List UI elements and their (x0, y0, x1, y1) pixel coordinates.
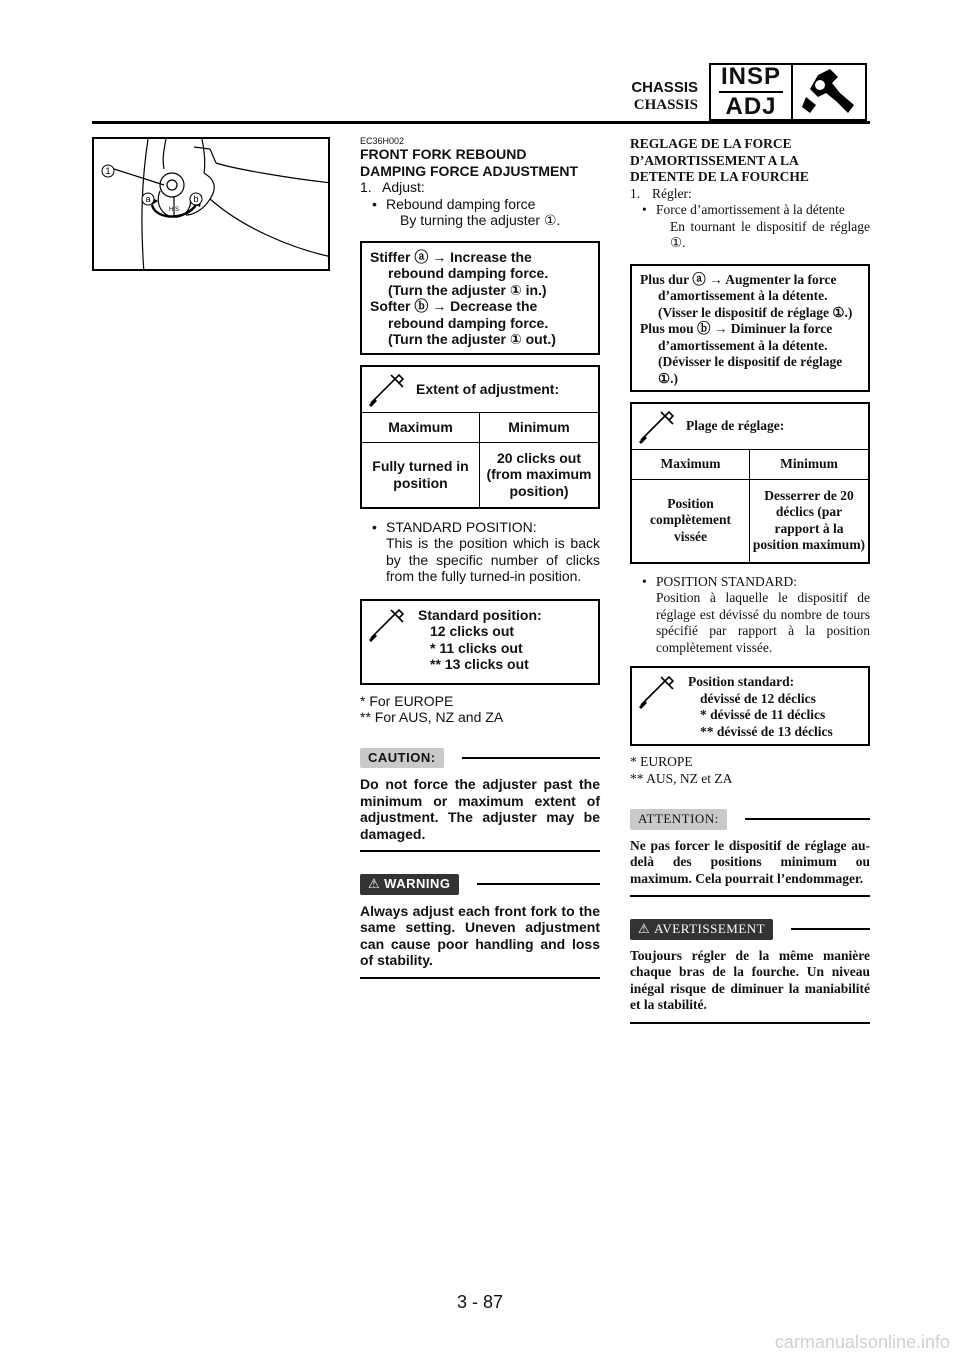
box-line: Plus mou ⓑ → Diminuer la force (640, 321, 833, 336)
wrench-icon (793, 65, 865, 119)
adj-text: ADJ (725, 93, 777, 120)
bullet-text: Rebound damping force (386, 195, 536, 212)
step-1 (630, 186, 870, 203)
section-heading-line-3: DETENTE DE LA FOURCHE (630, 169, 809, 184)
section-title-fr: CHASSIS (633, 97, 698, 113)
box-line: Softer ⓑ → Decrease the (370, 298, 538, 314)
spec-wrench-icon (632, 668, 682, 714)
warning-badge: ⚠ AVERTISSEMENT (630, 919, 773, 940)
std-title: Position standard: (688, 674, 795, 689)
value-maximum: Fully turned in position (362, 443, 480, 507)
warning-header (360, 874, 600, 895)
figure-label-b: b (193, 194, 199, 204)
box-line: rebound damping force. (388, 314, 549, 331)
caution-badge: ATTENTION: (630, 809, 727, 830)
box-line: (Turn the adjuster ① in.) (388, 281, 547, 298)
col-maximum: Maximum (362, 413, 480, 443)
bullet-dot: • (642, 202, 647, 217)
std-line: 12 clicks out (430, 623, 515, 639)
std-bullet-text: This is the position which is back by the specific number of clicks from the fully turned-in position. (386, 535, 600, 584)
bullet-item (360, 196, 600, 213)
box-line: Stiffer ⓐ → Increase the (370, 248, 532, 265)
footnote-2: ** For AUS, NZ and ZA (360, 709, 504, 725)
caution-text: Do not force the adjuster past the minimum or maximum extent of adjustment. The adjuster may be damaged. (360, 776, 600, 852)
section-heading-line-1: FRONT FORK REBOUND (360, 146, 527, 162)
bullet-dot: • (642, 573, 647, 589)
box-line: d’amortissement à la détente. (658, 288, 828, 303)
warning-triangle-icon: ⚠ (638, 921, 651, 936)
extent-table (360, 365, 600, 509)
english-column (360, 136, 600, 979)
warning-text: Always adjust each front fork to the same setting. Uneven adjustment can cause poor handling and loss of stability. (360, 903, 600, 979)
bullet-subtext: By turning the adjuster ①. (400, 212, 561, 228)
value-maximum: Position complètement vissée (632, 480, 750, 562)
step-number: 1. (630, 185, 641, 201)
bullet-dot: • (372, 518, 377, 535)
bullet-dot: • (372, 195, 377, 212)
page-number: 3 - 87 (456, 1292, 504, 1312)
value-minimum: 20 clicks out (from maximum position) (486, 449, 592, 499)
caution-header (630, 809, 870, 830)
footnote-2: ** AUS, NZ et ZA (630, 770, 733, 786)
figure-label-1: 1 (105, 166, 111, 176)
fork-adjuster-figure (92, 137, 330, 271)
dial-marking: H S (168, 207, 180, 213)
section-code: EC36H002 (360, 136, 405, 146)
caution-text: Ne pas forcer le dispositif de réglage au-delà des positions minimum ou maximum. Cela pourrait l’endommager. (630, 838, 870, 898)
box-line: rebound damping force. (388, 265, 549, 281)
footnote-1: * For EUROPE (360, 692, 454, 709)
value-minimum: Desserrer de 20 déclics (par rapport à la position maximum) (752, 487, 866, 552)
section-heading-line-1: REGLAGE DE LA FORCE (630, 136, 792, 151)
std-bullet-label: POSITION STANDARD: (656, 573, 798, 589)
box-line: (Turn the adjuster ① out.) (388, 331, 556, 347)
std-line: dévissé de 12 déclics (700, 690, 816, 706)
warning-triangle-icon: ⚠ (368, 876, 381, 891)
warning-header (630, 919, 870, 940)
std-bullet-text: Position à laquelle le dispositif de réglage est dévissé du nombre de tours spécifié par rapport à la position complètement vissée. (656, 590, 870, 655)
standard-position-box (630, 666, 870, 746)
extent-label: Extent of adjustment: (416, 380, 560, 397)
caution-badge: CAUTION: (360, 748, 444, 769)
warning-badge: ⚠ WARNING (360, 874, 459, 895)
box-line: Plus dur ⓐ → Augmenter la force (640, 271, 837, 287)
section-heading-line-2: DAMPING FORCE ADJUSTMENT (360, 162, 579, 179)
std-bullet-label: STANDARD POSITION: (386, 518, 537, 535)
std-title: Standard position: (418, 606, 542, 623)
std-bullet (360, 519, 600, 536)
spec-wrench-icon (362, 601, 412, 647)
warning-text: Toujours régler de la même manière chaque bras de la fourche. Un niveau inégal risque de diminuer la maniabilité et la stabilité. (630, 948, 870, 1024)
box-line: d’amortissement à la détente. (658, 337, 828, 353)
french-column (630, 136, 870, 1024)
step-label: Adjust: (382, 179, 425, 195)
section-heading-line-2: D’AMORTISSEMENT A LA (630, 152, 799, 168)
std-line: * 11 clicks out (430, 639, 523, 656)
std-line: ** dévissé de 13 déclics (700, 723, 833, 739)
step-label: Régler: (652, 185, 692, 201)
box-line: (Visser le dispositif de réglage ①.) (658, 304, 853, 320)
bullet-subtext: En tournant le dispositif de réglage ①. (670, 218, 870, 250)
std-line: ** 13 clicks out (430, 656, 529, 672)
extent-table (630, 402, 870, 564)
figure-label-a: a (145, 194, 151, 204)
insp-text: INSP (720, 63, 781, 90)
bullet-item (630, 202, 870, 219)
insp-adj-label (711, 65, 793, 119)
adjustment-direction-box (360, 241, 600, 355)
standard-position-box (360, 599, 600, 685)
spec-wrench-icon (632, 403, 682, 449)
section-title-en: CHASSIS (631, 79, 698, 96)
spec-wrench-icon (362, 366, 412, 412)
header-rule (92, 121, 870, 124)
col-minimum: Minimum (480, 413, 598, 443)
std-line: * dévissé de 11 déclics (700, 707, 826, 722)
bullet-text: Force d’amortissement à la détente (656, 202, 845, 217)
adjustment-direction-box (630, 264, 870, 392)
watermark: carmanualsonline.info (774, 1332, 950, 1352)
step-number: 1. (360, 179, 372, 195)
col-minimum: Minimum (750, 450, 868, 480)
std-bullet (630, 574, 870, 591)
col-maximum: Maximum (632, 450, 750, 480)
step-1 (360, 179, 600, 196)
extent-label: Plage de réglage: (686, 417, 785, 433)
footnote-1: * EUROPE (630, 754, 693, 769)
caution-header (360, 748, 600, 769)
insp-adj-badge (709, 63, 867, 121)
box-line: (Dévisser le dispositif de réglage ①.) (658, 354, 843, 386)
